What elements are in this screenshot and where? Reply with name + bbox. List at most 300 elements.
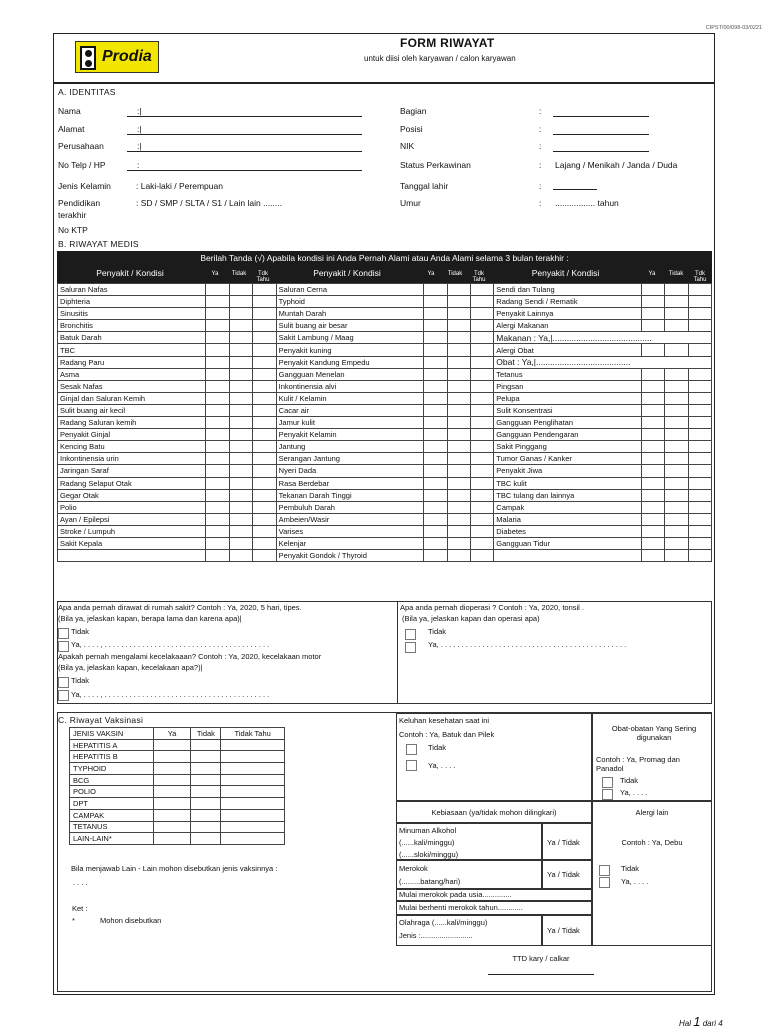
answer-box[interactable] — [688, 296, 711, 308]
jenis-kelamin-options[interactable]: : Laki-laki / Perempuan — [136, 181, 223, 191]
answer-box[interactable] — [641, 550, 664, 562]
answer-box[interactable] — [641, 525, 664, 537]
answer-box[interactable] — [665, 392, 688, 404]
answer-box[interactable] — [470, 550, 493, 562]
answer-box[interactable] — [253, 320, 276, 332]
vaccination-answer-box[interactable] — [221, 739, 285, 751]
answer-box[interactable] — [229, 332, 252, 344]
answer-box[interactable] — [424, 453, 447, 465]
answer-box[interactable] — [665, 465, 688, 477]
answer-box[interactable] — [688, 501, 711, 513]
answer-box[interactable] — [424, 429, 447, 441]
answer-box[interactable] — [665, 537, 688, 549]
answer-box[interactable] — [424, 368, 447, 380]
answer-box[interactable] — [665, 441, 688, 453]
berhenti-merokok[interactable]: Mulai berhenti merokok tahun............ — [399, 903, 523, 912]
answer-box[interactable] — [253, 332, 276, 344]
answer-box[interactable] — [447, 308, 470, 320]
answer-box[interactable] — [253, 344, 276, 356]
answer-box[interactable] — [253, 501, 276, 513]
answer-box[interactable] — [641, 465, 664, 477]
answer-box[interactable] — [447, 356, 470, 368]
answer-box[interactable] — [253, 525, 276, 537]
answer-box[interactable] — [470, 392, 493, 404]
condition-label: Polio — [58, 501, 206, 513]
answer-box[interactable] — [447, 429, 470, 441]
label-no-telp: No Telp / HP — [58, 160, 106, 170]
answer-box[interactable] — [470, 417, 493, 429]
answer-box[interactable] — [470, 525, 493, 537]
answer-box[interactable] — [253, 356, 276, 368]
keluhan-contoh: Contoh : Ya, Batuk dan Pilek — [399, 730, 495, 739]
condition-label: Alergi Obat — [494, 344, 641, 356]
answer-box[interactable] — [206, 308, 229, 320]
answer-box[interactable] — [665, 380, 688, 392]
answer-box[interactable] — [206, 320, 229, 332]
vaccination-header-row — [70, 728, 285, 740]
condition-label: Saluran Cerna — [276, 284, 423, 296]
answer-box[interactable] — [447, 392, 470, 404]
answer-box[interactable] — [206, 429, 229, 441]
condition-label: Cacar air — [276, 404, 423, 416]
answer-box[interactable] — [688, 417, 711, 429]
answer-box[interactable] — [688, 453, 711, 465]
vaccination-answer-box[interactable] — [191, 809, 221, 821]
answer-box[interactable] — [470, 320, 493, 332]
answer-box[interactable] — [206, 441, 229, 453]
answer-box[interactable] — [206, 368, 229, 380]
answer-box[interactable] — [470, 489, 493, 501]
merokok-batang[interactable]: (.........batang/hari) — [399, 877, 461, 886]
answer-box[interactable] — [688, 537, 711, 549]
answer-box[interactable] — [641, 537, 664, 549]
answer-box[interactable] — [641, 296, 664, 308]
answer-box[interactable] — [229, 513, 252, 525]
answer-box[interactable] — [424, 392, 447, 404]
answer-box[interactable] — [424, 525, 447, 537]
answer-box[interactable] — [665, 404, 688, 416]
answer-box[interactable] — [688, 477, 711, 489]
answer-box[interactable] — [470, 429, 493, 441]
keluhan-ya-line[interactable]: Ya, . . . . — [428, 761, 456, 770]
answer-box[interactable] — [229, 380, 252, 392]
answer-box[interactable] — [688, 404, 711, 416]
answer-box[interactable] — [447, 368, 470, 380]
vaccination-answer-box[interactable] — [191, 821, 221, 833]
answer-box[interactable] — [424, 404, 447, 416]
answer-box[interactable] — [665, 513, 688, 525]
answer-box[interactable] — [688, 429, 711, 441]
vaccination-answer-box[interactable] — [153, 774, 191, 786]
answer-box[interactable] — [641, 417, 664, 429]
answer-box[interactable] — [229, 296, 252, 308]
answer-box[interactable] — [665, 501, 688, 513]
answer-box[interactable] — [424, 477, 447, 489]
answer-box[interactable] — [447, 465, 470, 477]
answer-box[interactable] — [229, 465, 252, 477]
answer-box[interactable] — [206, 525, 229, 537]
answer-box[interactable] — [206, 392, 229, 404]
keluhan-tidak-checkbox[interactable] — [406, 744, 417, 755]
answer-box[interactable] — [470, 344, 493, 356]
answer-box[interactable] — [641, 513, 664, 525]
answer-box[interactable] — [424, 501, 447, 513]
alergi-ya-line[interactable]: Ya, . . . . — [621, 877, 649, 886]
answer-box[interactable] — [641, 477, 664, 489]
answer-box[interactable] — [688, 344, 711, 356]
answer-box[interactable] — [447, 284, 470, 296]
answer-box[interactable] — [206, 477, 229, 489]
answer-box[interactable] — [665, 368, 688, 380]
answer-box[interactable] — [665, 429, 688, 441]
answer-box[interactable] — [253, 284, 276, 296]
answer-box[interactable] — [447, 525, 470, 537]
answer-box[interactable] — [470, 284, 493, 296]
olahraga-jenis[interactable]: Jenis :......................... — [399, 931, 473, 940]
answer-box[interactable] — [447, 380, 470, 392]
answer-box[interactable] — [665, 525, 688, 537]
answer-box[interactable] — [206, 296, 229, 308]
answer-box[interactable] — [688, 392, 711, 404]
answer-box[interactable] — [206, 465, 229, 477]
answer-box[interactable] — [470, 453, 493, 465]
answer-box[interactable] — [447, 417, 470, 429]
answer-box[interactable] — [470, 477, 493, 489]
condition-label: Penyakit Ginjal — [58, 429, 206, 441]
vaccination-answer-box[interactable] — [221, 798, 285, 810]
condition-label — [494, 550, 641, 562]
alkohol-sloki[interactable]: (......sloki/minggu) — [399, 850, 459, 859]
obat-tidak-checkbox[interactable] — [602, 777, 613, 788]
answer-box[interactable] — [206, 380, 229, 392]
answer-box[interactable] — [206, 332, 229, 344]
answer-box[interactable] — [206, 453, 229, 465]
answer-box[interactable] — [424, 465, 447, 477]
alergi-tidak-checkbox[interactable] — [599, 865, 610, 876]
olahraga-label[interactable]: Olahraga (......kali/minggu) — [399, 918, 488, 927]
keluhan-ya-checkbox[interactable] — [406, 760, 417, 771]
answer-box[interactable] — [253, 441, 276, 453]
answer-box[interactable] — [229, 550, 252, 562]
answer-box[interactable] — [688, 489, 711, 501]
nama-field[interactable] — [127, 107, 362, 117]
answer-box[interactable] — [665, 453, 688, 465]
answer-box[interactable] — [229, 356, 252, 368]
kecelakaan-ya-line[interactable]: Ya, . . . . , . . . . . . . . . . . . . . . . . . . . . . . . . . . . . . . . . . . . . . . . — [71, 690, 270, 699]
answer-box[interactable] — [424, 308, 447, 320]
answer-box[interactable] — [641, 404, 664, 416]
answer-box[interactable] — [253, 513, 276, 525]
answer-box[interactable] — [470, 441, 493, 453]
vaccination-answer-box[interactable] — [153, 821, 191, 833]
answer-box[interactable] — [447, 320, 470, 332]
operasi-tidak-checkbox[interactable] — [405, 629, 416, 640]
answer-box[interactable] — [447, 489, 470, 501]
answer-box[interactable] — [688, 368, 711, 380]
vaccination-answer-box[interactable] — [153, 739, 191, 751]
answer-box[interactable] — [424, 417, 447, 429]
answer-box[interactable] — [229, 489, 252, 501]
answer-box[interactable] — [665, 284, 688, 296]
answer-box[interactable] — [688, 550, 711, 562]
vaccination-answer-box[interactable] — [221, 774, 285, 786]
mulai-merokok[interactable]: Mulai merokok pada usia.............. — [399, 890, 512, 899]
answer-box[interactable] — [206, 417, 229, 429]
vaccination-answer-box[interactable] — [221, 833, 285, 845]
pendidikan-options[interactable]: : SD / SMP / SLTA / S1 / Lain lain ........ — [136, 198, 282, 208]
posisi-field[interactable] — [553, 125, 649, 135]
label-nik: NIK — [400, 141, 415, 151]
answer-box[interactable] — [688, 465, 711, 477]
answer-box[interactable] — [424, 320, 447, 332]
answer-box[interactable] — [447, 453, 470, 465]
answer-box[interactable] — [253, 296, 276, 308]
answer-box[interactable] — [447, 501, 470, 513]
answer-box[interactable] — [641, 320, 664, 332]
answer-box[interactable] — [688, 380, 711, 392]
vaccination-answer-box[interactable] — [191, 774, 221, 786]
answer-box[interactable] — [447, 344, 470, 356]
vaccination-answer-box[interactable] — [153, 763, 191, 775]
vaccination-answer-box[interactable] — [221, 786, 285, 798]
answer-box[interactable] — [470, 296, 493, 308]
rawat-ya-line[interactable]: Ya, . . . . , . . . . . . . . . . . . . . . . . . . . . . . . . . . . . . . . . . . . . . . . — [71, 640, 270, 649]
answer-box[interactable] — [229, 344, 252, 356]
medical-row — [58, 284, 712, 296]
answer-box[interactable] — [447, 477, 470, 489]
operasi-ya-line[interactable]: Ya, . . . . . . . . . . . . . . . . . . . . . . . . . . . . . . . . . . . . . . . . . . . . . — [428, 640, 627, 649]
condition-label: Ambeien/Wasir — [276, 513, 423, 525]
answer-box[interactable] — [665, 308, 688, 320]
answer-box[interactable] — [253, 550, 276, 562]
status-options[interactable]: Lajang / Menikah / Janda / Duda — [555, 160, 678, 170]
answer-box[interactable] — [253, 453, 276, 465]
answer-box[interactable] — [229, 501, 252, 513]
answer-box[interactable] — [229, 537, 252, 549]
answer-box[interactable] — [470, 501, 493, 513]
answer-box[interactable] — [206, 404, 229, 416]
vaccination-answer-box[interactable] — [221, 751, 285, 763]
kecelakaan-ya-checkbox[interactable] — [58, 690, 69, 701]
rawat-tidak-checkbox[interactable] — [58, 628, 69, 639]
answer-box[interactable] — [229, 320, 252, 332]
answer-box[interactable] — [641, 380, 664, 392]
answer-box[interactable] — [253, 392, 276, 404]
vaccination-answer-box[interactable] — [191, 798, 221, 810]
alamat-field[interactable] — [127, 125, 362, 135]
answer-box[interactable] — [253, 368, 276, 380]
answer-box[interactable] — [641, 284, 664, 296]
condition-label: Pelupa — [494, 392, 641, 404]
answer-box[interactable] — [206, 344, 229, 356]
answer-box[interactable] — [447, 332, 470, 344]
answer-box[interactable] — [470, 465, 493, 477]
answer-box[interactable] — [206, 537, 229, 549]
answer-box[interactable] — [665, 296, 688, 308]
answer-box[interactable] — [229, 417, 252, 429]
answer-box[interactable] — [470, 537, 493, 549]
vaccination-answer-box[interactable] — [191, 751, 221, 763]
answer-box[interactable] — [253, 404, 276, 416]
form-subtitle: untuk diisi oleh karyawan / calon karyawan — [364, 54, 516, 63]
answer-box[interactable] — [470, 513, 493, 525]
answer-box[interactable] — [470, 404, 493, 416]
answer-box[interactable] — [206, 356, 229, 368]
answer-box[interactable] — [641, 344, 664, 356]
vaccination-answer-box[interactable] — [153, 798, 191, 810]
answer-box[interactable] — [470, 368, 493, 380]
condition-label: Penyakit Kelamin — [276, 429, 423, 441]
condition-label: Penyakit Jiwa — [494, 465, 641, 477]
answer-box[interactable] — [424, 296, 447, 308]
answer-box[interactable] — [470, 356, 493, 368]
vaccination-answer-box[interactable] — [191, 833, 221, 845]
condition-label: Obat : Ya,|........................................ — [494, 356, 712, 368]
answer-box[interactable] — [253, 537, 276, 549]
answer-box[interactable] — [665, 477, 688, 489]
answer-box[interactable] — [470, 380, 493, 392]
answer-box[interactable] — [229, 429, 252, 441]
answer-box[interactable] — [641, 441, 664, 453]
medical-row — [58, 550, 712, 562]
answer-box[interactable] — [665, 344, 688, 356]
answer-box[interactable] — [229, 308, 252, 320]
vaccination-answer-box[interactable] — [221, 763, 285, 775]
no-telp-field[interactable] — [127, 161, 362, 171]
answer-box[interactable] — [206, 501, 229, 513]
answer-box[interactable] — [665, 550, 688, 562]
vaccination-answer-box[interactable] — [153, 833, 191, 845]
vaccination-answer-box[interactable] — [191, 786, 221, 798]
answer-box[interactable] — [641, 501, 664, 513]
answer-box[interactable] — [688, 308, 711, 320]
answer-box[interactable] — [688, 513, 711, 525]
obat-ya-line[interactable]: Ya, . . . . — [620, 788, 648, 797]
vaccination-column-header: Ya — [153, 728, 191, 740]
bagian-field[interactable] — [553, 107, 649, 117]
answer-box[interactable] — [229, 404, 252, 416]
answer-box[interactable] — [253, 308, 276, 320]
vaccination-answer-box[interactable] — [191, 739, 221, 751]
answer-box[interactable] — [424, 380, 447, 392]
answer-box[interactable] — [253, 465, 276, 477]
condition-label: Alergi Makanan — [494, 320, 641, 332]
alergi-ya-checkbox[interactable] — [599, 877, 610, 888]
vaccination-answer-box[interactable] — [153, 786, 191, 798]
answer-box[interactable] — [424, 356, 447, 368]
answer-box[interactable] — [641, 392, 664, 404]
perusahaan-field[interactable] — [127, 142, 362, 152]
medical-row — [58, 404, 712, 416]
vaccination-answer-box[interactable] — [153, 809, 191, 821]
answer-box[interactable] — [665, 417, 688, 429]
answer-box[interactable] — [470, 332, 493, 344]
alkohol-ya-tidak[interactable]: Ya / Tidak — [547, 838, 580, 847]
answer-box[interactable] — [424, 332, 447, 344]
answer-box[interactable] — [688, 284, 711, 296]
vaccination-answer-box[interactable] — [221, 809, 285, 821]
vaccine-name: CAMPAK — [70, 809, 154, 821]
answer-box[interactable] — [447, 404, 470, 416]
answer-box[interactable] — [229, 453, 252, 465]
answer-box[interactable] — [253, 380, 276, 392]
answer-box[interactable] — [665, 320, 688, 332]
vaccination-answer-box[interactable] — [221, 821, 285, 833]
answer-box[interactable] — [641, 308, 664, 320]
answer-box[interactable] — [688, 320, 711, 332]
nik-field[interactable] — [553, 142, 649, 152]
answer-box[interactable] — [641, 489, 664, 501]
answer-box[interactable] — [665, 489, 688, 501]
answer-box[interactable] — [229, 368, 252, 380]
medical-row — [58, 380, 712, 392]
answer-box[interactable] — [424, 513, 447, 525]
answer-box[interactable] — [688, 525, 711, 537]
rawat-ya-checkbox[interactable] — [58, 641, 69, 652]
answer-box[interactable] — [229, 284, 252, 296]
answer-box[interactable] — [206, 513, 229, 525]
condition-label: Jaringan Saraf — [58, 465, 206, 477]
answer-box[interactable] — [424, 537, 447, 549]
answer-box[interactable] — [688, 441, 711, 453]
answer-box[interactable] — [229, 441, 252, 453]
answer-box[interactable] — [229, 477, 252, 489]
vaccination-answer-box[interactable] — [153, 751, 191, 763]
answer-box[interactable] — [206, 550, 229, 562]
umur-field[interactable]: ................. tahun — [555, 198, 619, 208]
answer-box[interactable] — [253, 417, 276, 429]
answer-box[interactable] — [229, 392, 252, 404]
answer-box[interactable] — [447, 550, 470, 562]
tanggal-lahir-field[interactable] — [553, 180, 597, 190]
obat-ya-checkbox[interactable] — [602, 789, 613, 800]
olahraga-ya-tidak[interactable]: Ya / Tidak — [547, 926, 580, 935]
vaccination-column-header: JENIS VAKSIN — [70, 728, 154, 740]
condition-label: Radang Sendi / Rematik — [494, 296, 641, 308]
vaccination-answer-box[interactable] — [191, 763, 221, 775]
answer-box[interactable] — [253, 477, 276, 489]
answer-box[interactable] — [470, 308, 493, 320]
answer-box[interactable] — [447, 513, 470, 525]
answer-box[interactable] — [253, 489, 276, 501]
column-header-answer: Tidak — [668, 271, 684, 277]
answer-box[interactable] — [447, 441, 470, 453]
answer-box[interactable] — [253, 429, 276, 441]
answer-box[interactable] — [424, 550, 447, 562]
answer-box[interactable] — [424, 441, 447, 453]
merokok-ya-tidak[interactable]: Ya / Tidak — [547, 870, 580, 879]
answer-box[interactable] — [206, 284, 229, 296]
answer-box[interactable] — [641, 429, 664, 441]
answer-box[interactable] — [447, 537, 470, 549]
answer-box[interactable] — [206, 489, 229, 501]
operasi-ya-checkbox[interactable] — [405, 642, 416, 653]
alkohol-kali[interactable]: (......kali/minggu) — [399, 838, 455, 847]
answer-box[interactable] — [641, 368, 664, 380]
answer-box[interactable] — [424, 284, 447, 296]
column-header-answer: Tdk Tahu — [693, 271, 707, 283]
answer-box[interactable] — [424, 489, 447, 501]
vaksin-note-dots[interactable]: . . . . — [73, 878, 88, 887]
condition-label: Sendi dan Tulang — [494, 284, 641, 296]
answer-box[interactable] — [447, 296, 470, 308]
condition-label: TBC kulit — [494, 477, 641, 489]
answer-box[interactable] — [229, 525, 252, 537]
signature-line[interactable] — [488, 974, 594, 975]
answer-box[interactable] — [641, 453, 664, 465]
answer-box[interactable] — [424, 344, 447, 356]
kecelakaan-tidak-checkbox[interactable] — [58, 677, 69, 688]
